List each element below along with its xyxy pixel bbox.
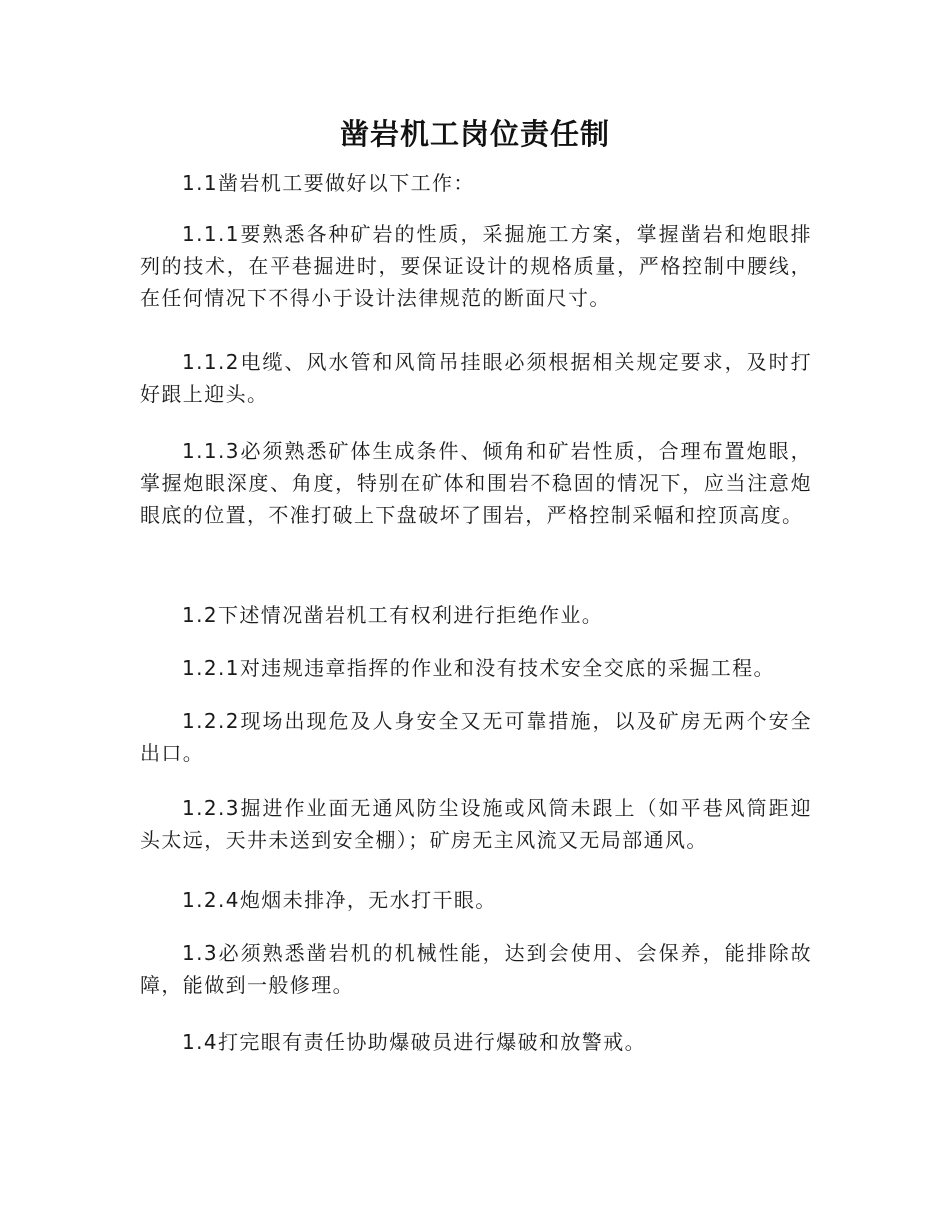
paragraph-1-2: 1.2下述情况凿岩机工有权利进行拒绝作业。 bbox=[182, 603, 604, 627]
paragraph-1-1-3: 1.1.3必须熟悉矿体生成条件、倾角和矿岩性质，合理布置炮眼，掌握炮眼深度、角度，特别在矿体和围岩不稳固的情况下，应当注意炮眼底的位置，不准打破上下盘破坏了围岩，严格控制采幅和控顶高度。 bbox=[140, 439, 812, 527]
paragraph-1-1-1: 1.1.1要熟悉各种矿岩的性质，采掘施工方案，掌握凿岩和炮眼排列的技术，在平巷掘进时，要保证设计的规格质量，严格控制中腰线，在任何情况下不得小于设计法律规范的断面尺寸。 bbox=[140, 222, 812, 310]
paragraph-1-2-2: 1.2.2现场出现危及人身安全又无可靠措施，以及矿房无两个安全出口。 bbox=[140, 709, 812, 765]
paragraph-1-2-4: 1.2.4炮烟未排净，无水打干眼。 bbox=[182, 888, 497, 912]
paragraph-1-1-2: 1.1.2电缆、风水管和风筒吊挂眼必须根据相关规定要求，及时打好跟上迎头。 bbox=[140, 350, 812, 406]
paragraph-1-4: 1.4打完眼有责任协助爆破员进行爆破和放警戒。 bbox=[182, 1030, 647, 1054]
paragraph-1-2-3: 1.2.3掘进作业面无通风防尘设施或风筒未跟上（如平巷风筒距迎头太远，天井未送到安全棚）；矿房无主风流又无局部通风。 bbox=[140, 796, 812, 852]
document-title: 凿岩机工岗位责任制 bbox=[339, 117, 610, 151]
paragraph-1-3: 1.3必须熟悉凿岩机的机械性能，达到会使用、会保养，能排除故障，能做到一般修理。 bbox=[140, 941, 812, 997]
paragraph-1-2-1: 1.2.1对违规违章指挥的作业和没有技术安全交底的采掘工程。 bbox=[182, 656, 775, 680]
paragraph-1-1: 1.1凿岩机工要做好以下工作： bbox=[182, 171, 475, 195]
